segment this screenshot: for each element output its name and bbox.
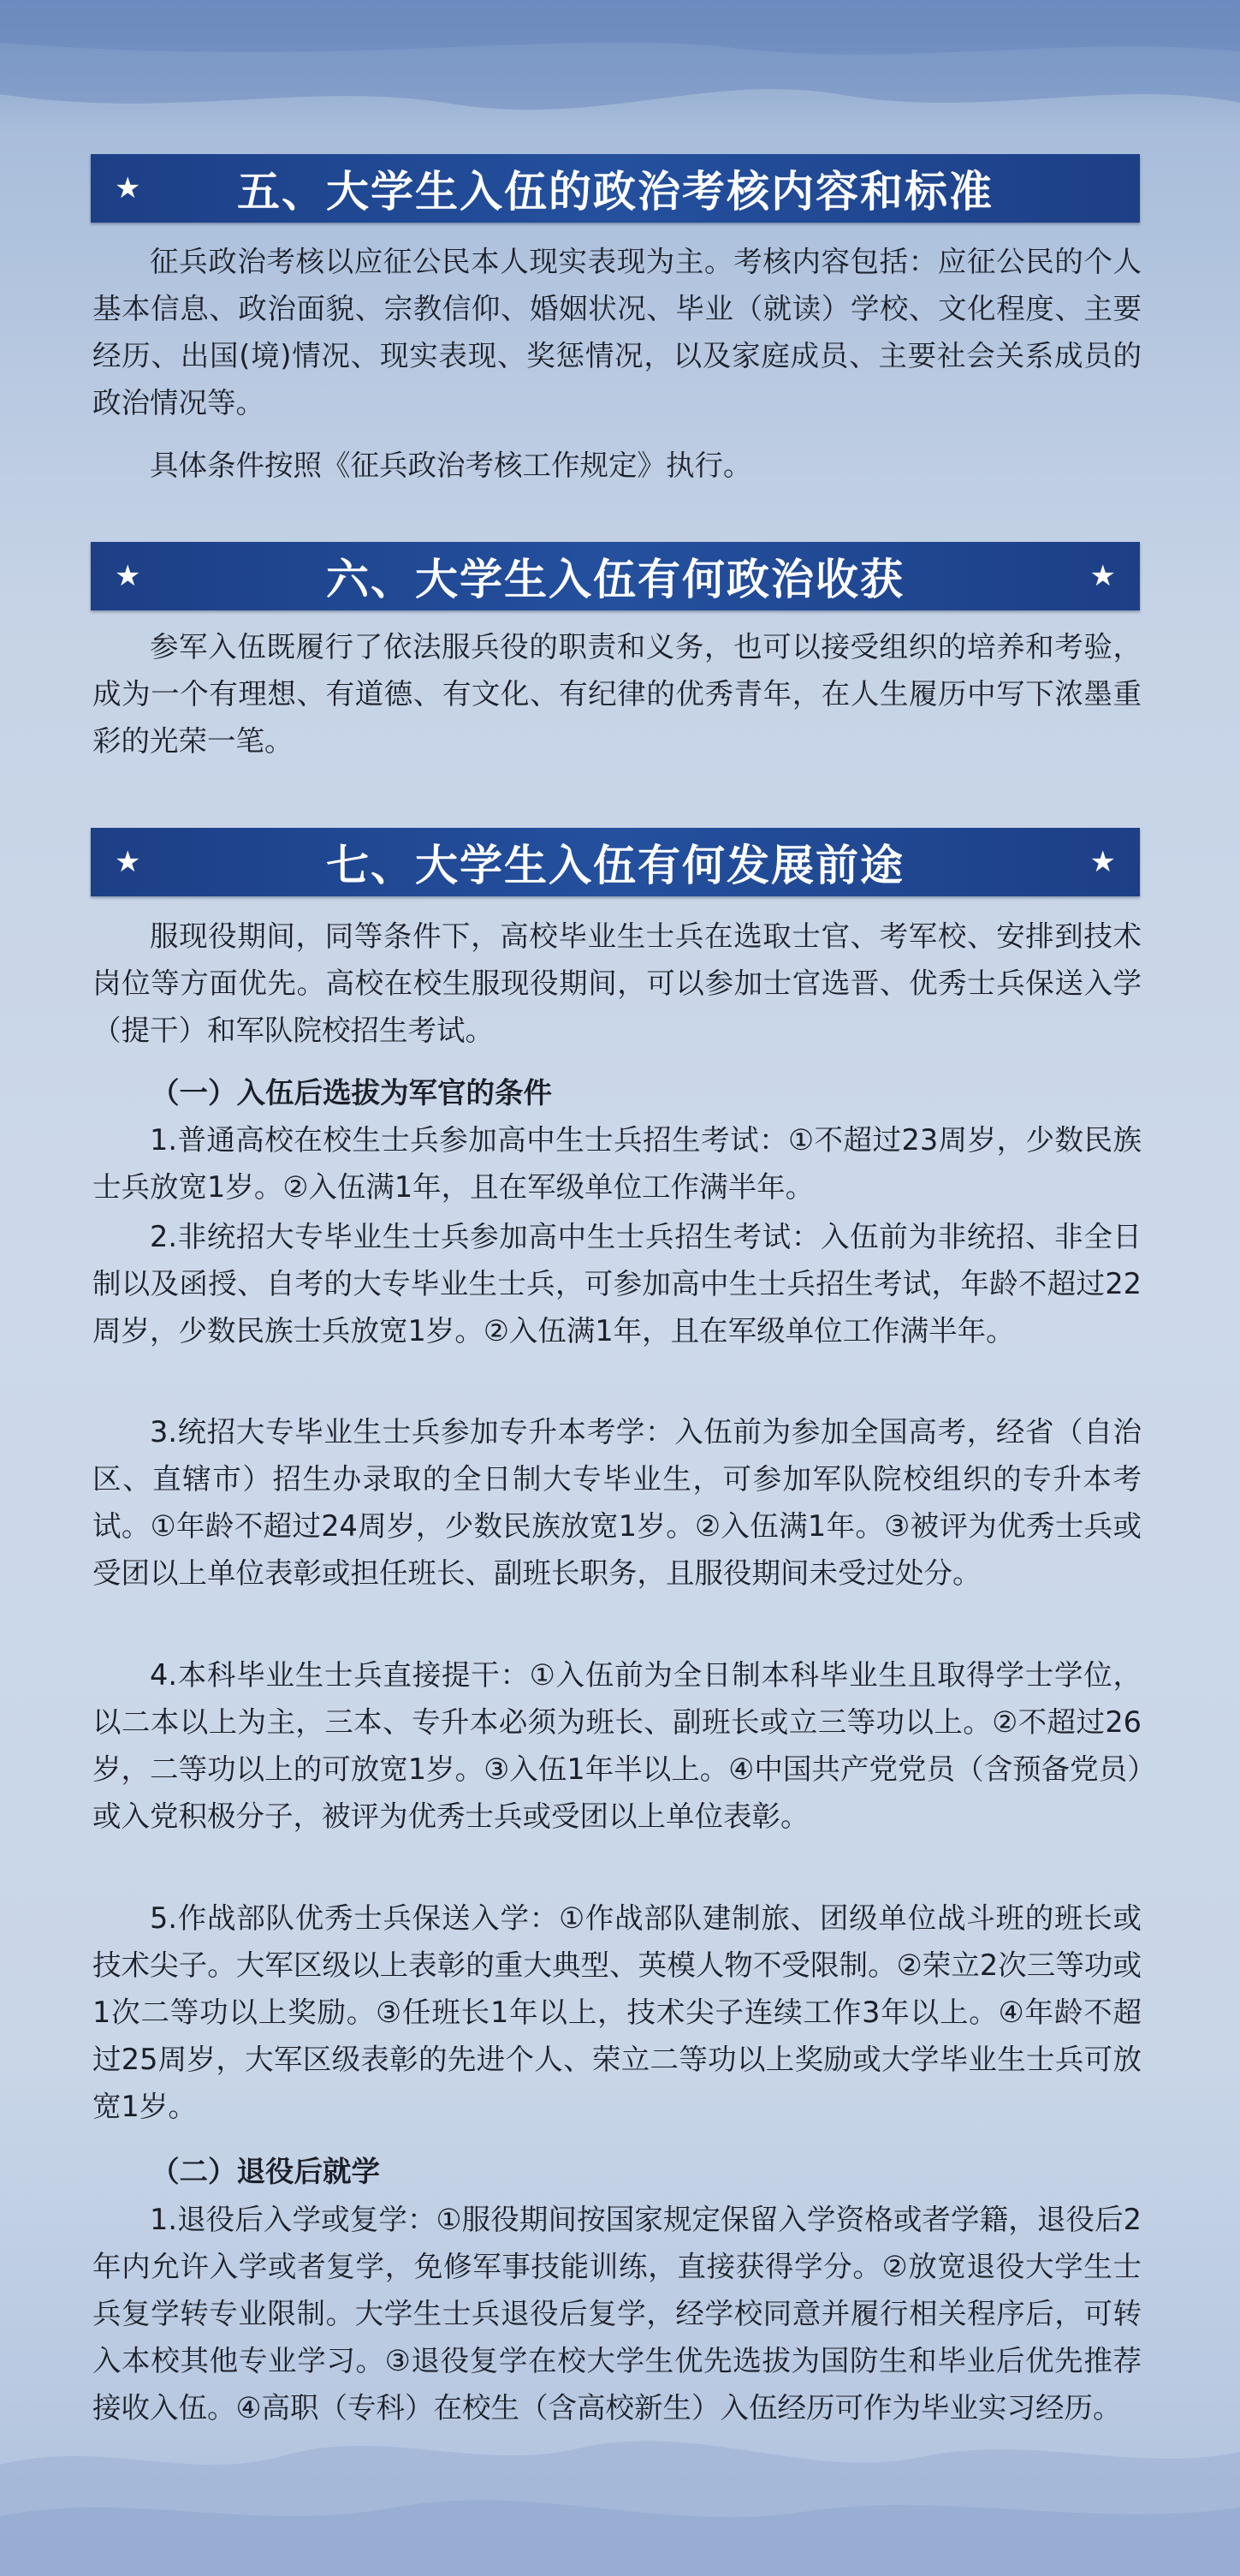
section-5-paragraph-2: 具体条件按照《征兵政治考核工作规定》执行。 — [150, 449, 752, 482]
section-7-banner — [91, 828, 1140, 896]
section-6-paragraph-1: 参军入伍既履行了依法服兵役的职责和义务，也可以接受组织的培养和考验，成为一个有理想、有道德、有文化、有纪律的优秀青年，在人生履历中写下浓墨重彩的光荣一笔。 — [92, 630, 1142, 758]
star-icon: ★ — [1089, 845, 1116, 879]
section-7-intro: 服现役期间，同等条件下，高校毕业生士兵在选取士官、考军校、安排到技术岗位等方面优先。高校在校生服现役期间，可以参加士官选晋、优秀士兵保送入学（提干）和军队院校招生考试。 — [92, 919, 1142, 1047]
subsection-1-item-2: 2.非统招大专毕业生士兵参加高中生士兵招生考试：入伍前为非统招、非全日制以及函授、自考的大专毕业生士兵，可参加高中生士兵招生考试，年龄不超过22周岁，少数民族士兵放宽1岁。②入伍满1年，且在军级单位工作满半年。 — [92, 1220, 1142, 1347]
subsection-1-item-3: 3.统招大专毕业生士兵参加专升本考学：入伍前为参加全国高考，经省（自治区、直辖市）招生办录取的全日制大专毕业生，可参加军队院校组织的专升本考试。①年龄不超过24周岁，少数民族放宽1岁。②入伍满1年。③被评为优秀士兵或受团以上单位表彰或担任班长、副班长职务，且服役期间未受过处分。 — [92, 1415, 1142, 1590]
section-5-paragraph-1: 征兵政治考核以应征公民本人现实表现为主。考核内容包括：应征公民的个人基本信息、政治面貌、宗教信仰、婚姻状况、毕业（就读）学校、文化程度、主要经历、出国(境)情况、现实表现、奖惩情况，以及家庭成员、主要社会关系成员的政治情况等。 — [92, 245, 1142, 419]
section-5-banner — [91, 154, 1140, 223]
section-6-title: 六、大学生入伍有何政治收获 — [326, 555, 905, 604]
subsection-1-item-4: 4.本科毕业生士兵直接提干：①入伍前为全日制本科毕业生且取得学士学位，以二本以上为主，三本、专升本必须为班长、副班长或立三等功以上。②不超过26岁，二等功以上的可放宽1岁。③入伍1年半以上。④中国共产党党员（含预备党员）或入党积极分子，被评为优秀士兵或受团以上单位表彰。 — [92, 1658, 1142, 1833]
star-icon: ★ — [115, 171, 141, 205]
subsection-1-item-5: 5.作战部队优秀士兵保送入学：①作战部队建制旅、团级单位战斗班的班长或技术尖子。大军区级以上表彰的重大典型、英模人物不受限制。②荣立2次三等功或1次二等功以上奖励。③任班长1年以上，技术尖子连续工作3年以上。④年龄不超过25周岁，大军区级表彰的先进个人、荣立二等功以上奖励或大学毕业生士兵可放宽1岁。 — [92, 1901, 1142, 2123]
star-icon: ★ — [115, 559, 141, 593]
subsection-1-heading: （一）入伍后选拔为军官的条件 — [151, 1076, 552, 1110]
subsection-1-item-1: 1.普通高校在校生士兵参加高中生士兵招生考试：①不超过23周岁，少数民族士兵放宽1岁。②入伍满1年，且在军级单位工作满半年。 — [92, 1123, 1142, 1204]
subsection-2-heading: （二）退役后就学 — [151, 2155, 380, 2188]
star-icon: ★ — [115, 845, 141, 879]
subsection-2-item-1: 1.退役后入学或复学：①服役期间按国家规定保留入学资格或者学籍，退役后2年内允许入学或者复学，免修军事技能训练，直接获得学分。②放宽退役大学生士兵复学转专业限制。大学生士兵退役后复学，经学校同意并履行相关程序后，可转入本校其他专业学习。③退役复学在校大学生优先选拔为国防生和毕业后优先推荐接收入伍。④高职（专科）在校生（含高校新生）入伍经历可作为毕业实习经历。 — [92, 2203, 1142, 2424]
star-icon: ★ — [1089, 559, 1116, 593]
section-7-title: 七、大学生入伍有何发展前途 — [326, 841, 905, 890]
section-6-banner — [91, 542, 1140, 610]
section-5-title: 五、大学生入伍的政治考核内容和标准 — [237, 167, 994, 217]
